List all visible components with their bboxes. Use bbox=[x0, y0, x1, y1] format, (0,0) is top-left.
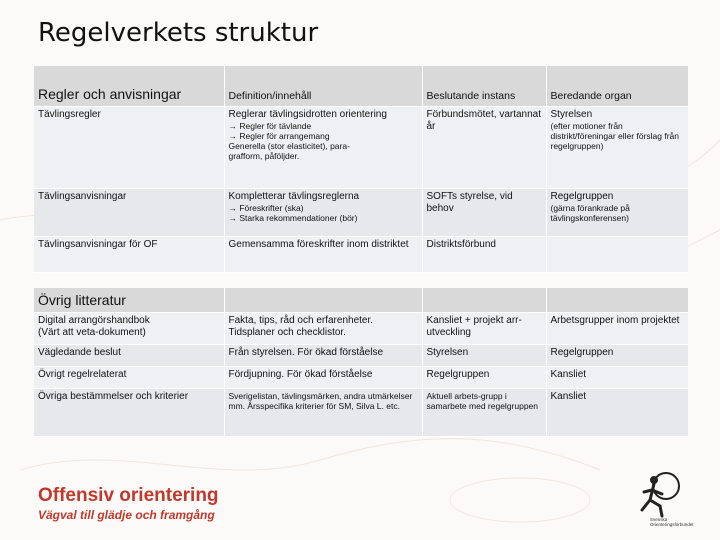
cell-preparing: Kansliet bbox=[546, 367, 688, 389]
literature-table bbox=[34, 288, 688, 437]
cell-definition: Från styrelsen. För ökad förståelse bbox=[224, 345, 422, 367]
cell-name: Tävlingsanvisningar bbox=[34, 188, 224, 236]
table-row bbox=[34, 389, 688, 437]
cell-definition-main: Kompletterar tävlingsreglerna bbox=[228, 190, 360, 202]
cell-name: Digital arrangörshandbok (Värt att veta-dokument) bbox=[34, 313, 224, 345]
cell-preparing-sub: (efter motioner från distrikt/föreningar eller förslag från regelgruppen) bbox=[550, 120, 680, 151]
cell-name: Vägledande beslut bbox=[34, 345, 224, 367]
cell-definition-sub: → Föreskrifter (ska) → Starka rekommendationer (bör) bbox=[228, 202, 358, 223]
emblem-text: Svenska Orienteringsförbundet bbox=[650, 517, 694, 527]
cell-preparing bbox=[546, 236, 688, 272]
header-definition: Definition/innehåll bbox=[224, 66, 422, 106]
cell-definition: Fakta, tips, råd och erfarenheter. Tidsplaner och checklistor. bbox=[224, 313, 422, 345]
cell-deciding: Styrelsen bbox=[422, 345, 546, 367]
brand-logo-title: Offensiv orientering bbox=[38, 485, 219, 506]
cell-definition: Sverigelistan, tävlingsmärken, andra utmärkelser mm. Årsspecifika kriterier för SM, Silva L. etc. bbox=[224, 389, 422, 437]
table-row bbox=[34, 345, 688, 367]
table-row bbox=[34, 188, 688, 236]
cell-deciding: Regelgruppen bbox=[422, 367, 546, 389]
table-header-row bbox=[34, 66, 688, 106]
header-deciding: Beslutande instans bbox=[422, 66, 546, 106]
cell-deciding: Förbundsmötet, vartannat år bbox=[422, 106, 546, 188]
cell-preparing-main: Regelgruppen bbox=[550, 190, 614, 202]
cell-preparing: Kansliet bbox=[546, 389, 688, 437]
brand-logo-tagline: Vägval till glädje och framgång bbox=[38, 508, 215, 522]
literature-header-row bbox=[34, 288, 688, 313]
table-row bbox=[34, 106, 688, 188]
header-preparing: Beredande organ bbox=[546, 66, 688, 106]
cell-name: Tävlingsregler bbox=[34, 106, 224, 188]
cell-deciding: Aktuell arbets-grupp i samarbete med regelgruppen bbox=[422, 389, 546, 437]
cell-name: Övrigt regelrelaterat bbox=[34, 367, 224, 389]
header-rules: Regler och anvisningar bbox=[34, 66, 224, 106]
cell-definition: Gemensamma föreskrifter inom distriktet bbox=[224, 236, 422, 272]
cell-preparing: Regelgruppen bbox=[546, 345, 688, 367]
cell-definition-main: Reglerar tävlingsidrotten orientering bbox=[228, 108, 387, 120]
cell-deciding: Kansliet + projekt arr-utveckling bbox=[422, 313, 546, 345]
table-row bbox=[34, 367, 688, 389]
rules-table bbox=[34, 66, 688, 273]
cell-preparing bbox=[546, 106, 688, 188]
cell-definition bbox=[224, 106, 422, 188]
cell-preparing bbox=[546, 188, 688, 236]
table-row bbox=[34, 236, 688, 272]
cell-definition: Fördjupning. För ökad förståelse bbox=[224, 367, 422, 389]
cell-preparing-main: Styrelsen bbox=[550, 108, 593, 120]
table-row bbox=[34, 313, 688, 345]
cell-deciding: Distriktsförbund bbox=[422, 236, 546, 272]
cell-name: Tävlingsanvisningar för OF bbox=[34, 236, 224, 272]
cell-definition-sub: → Regler för tävlande → Regler för arrangemang Generella (stor elasticitet), para- grafform, påföljder. bbox=[228, 120, 350, 161]
cell-preparing-sub: (gärna förankrade på tävlingskonferensen) bbox=[550, 202, 630, 223]
cell-deciding: SOFTs styrelse, vid behov bbox=[422, 188, 546, 236]
cell-definition bbox=[224, 188, 422, 236]
literature-heading: Övrig litteratur bbox=[34, 288, 224, 313]
cell-preparing: Arbetsgrupper inom projektet bbox=[546, 313, 688, 345]
cell-name: Övriga bestämmelser och kriterier bbox=[34, 389, 224, 437]
page-title: Regelverkets struktur bbox=[38, 18, 319, 48]
